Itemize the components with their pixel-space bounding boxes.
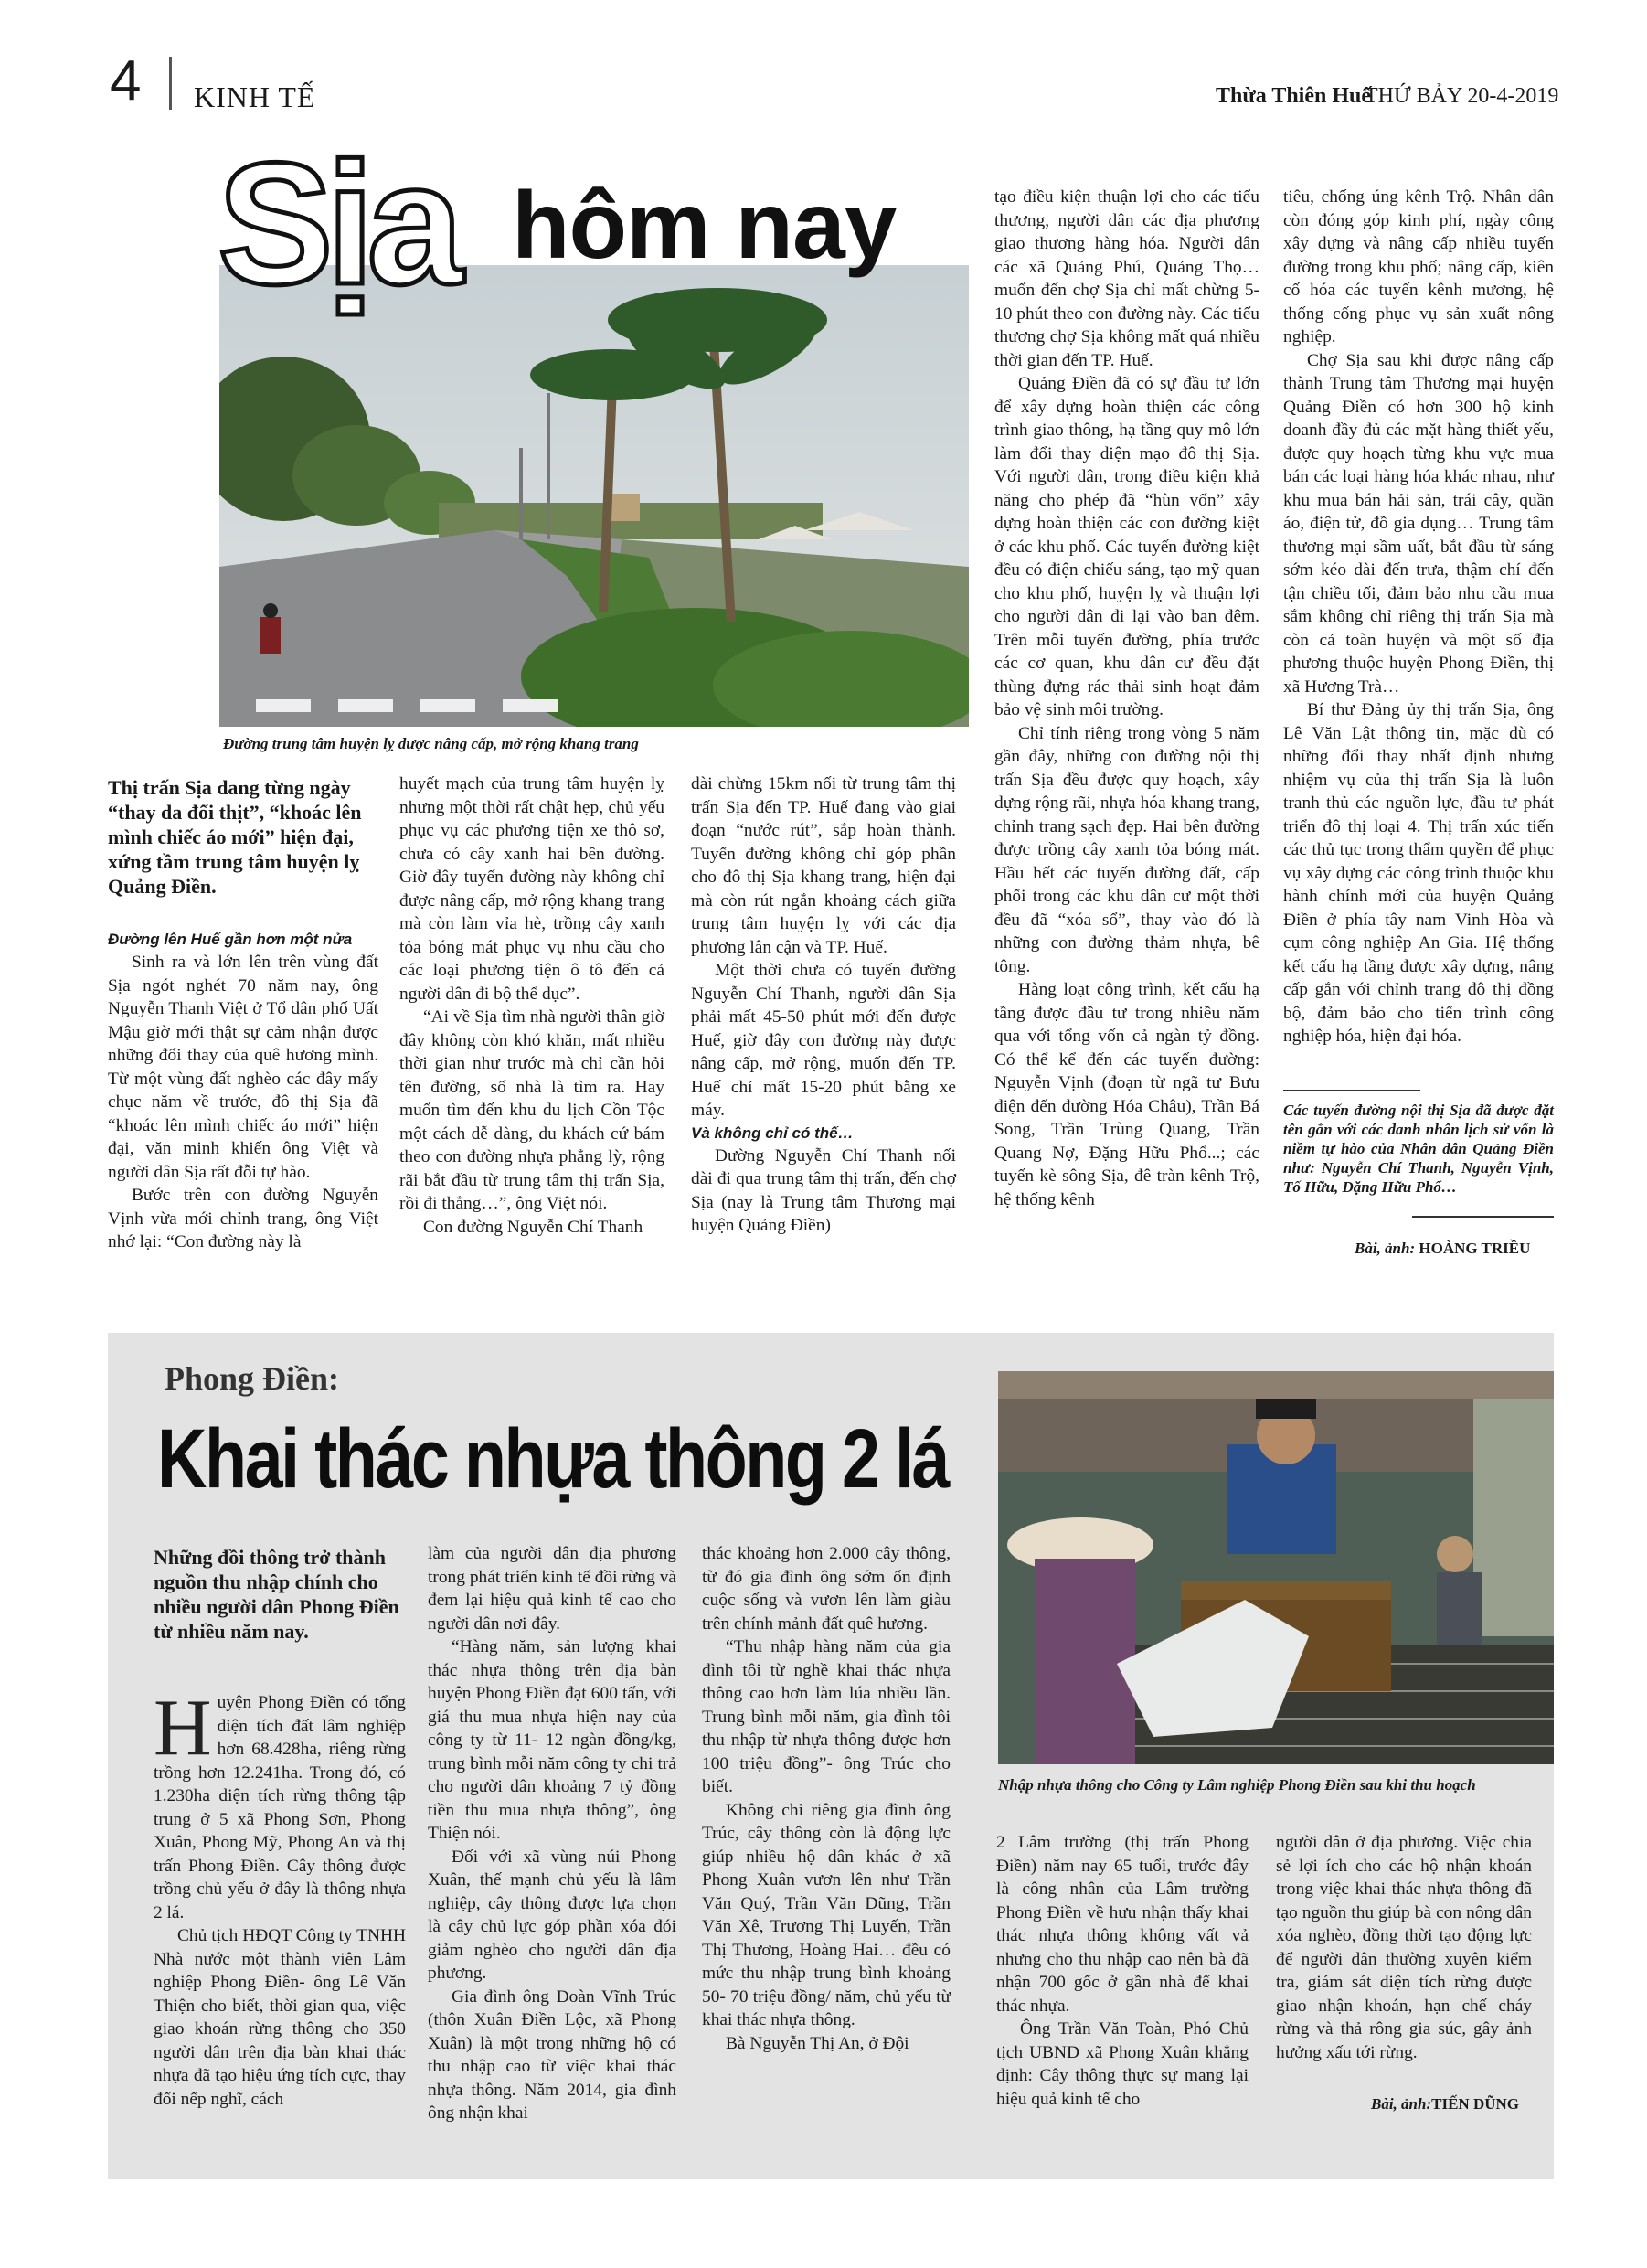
article2-col3 (702, 1542, 951, 2055)
paragraph: Đối với xã vùng núi Phong Xuân, thế mạnh chủ yếu là lâm nghiệp, cây thông được lựa chọn là cây chủ lực góp phần xóa đói giảm nghèo cho người dân địa phương. (428, 1847, 676, 1983)
paragraph: tiêu, chống úng kênh Trộ. Nhân dân còn đóng góp kinh phí, ngày công xây dựng và nâng cấp nhiều tuyến đường trong khu phố; nâng cấp, kiên cố hóa các tuyến kênh mương, hệ thống cống phục vụ sản xuất nông nghiệp. (1283, 187, 1554, 346)
note-rule-top (1283, 1090, 1420, 1091)
paragraph: thác khoảng hơn 2.000 cây thông, từ đó gia đình ông sớm ổn định cuộc sống và vươn lên làm giàu trên chính mảnh đất quê hương. (702, 1544, 951, 1634)
photo1-caption: Đường trung tâm huyện lỵ được nâng cấp, mở rộng khang trang (223, 735, 639, 752)
paragraph: “Thu nhập hàng năm của gia đình tôi từ nghề khai thác nhựa thông cao hơn làm lúa nhiều lần. Trung bình mỗi năm, gia đình tôi thu nhập từ nhựa thông được hơn 100 triệu đồng”- ông Trúc cho biết. (702, 1637, 951, 1796)
paragraph: Không chỉ riêng gia đình ông Trúc, cây thông còn là động lực giúp nhiều hộ dân khác ở xã Phong Xuân vươn lên như Trần Văn Quý, Trần Văn Dũng, Trần Văn Xê, Trương Thị Luyến, Trần Thị Thương, Hoàng Hai… đều có mức thu nhập trung bình khoảng 50- 70 triệu đồng/ năm, chủ yếu từ khai thác nhựa thông. (702, 1800, 951, 2029)
paragraph: làm của người dân địa phương trong phát triển kinh tế đồi rừng và đem lại hiệu quả kinh tế cao cho người dân nơi đây. (428, 1544, 676, 1634)
masthead: Thừa Thiên Huế (1216, 84, 1372, 108)
issue-date: THỨ BẢY 20-4-2019 (1365, 84, 1559, 108)
article1-col3 (691, 772, 956, 1238)
byline-prefix: Bài, ảnh: (1371, 2095, 1432, 2113)
article1-title-rest: hôm nay (512, 173, 897, 279)
article2-col2 (428, 1542, 676, 2125)
article1-col2 (399, 772, 664, 1239)
resin-photo (998, 1371, 1554, 1764)
paragraph: người dân ở địa phương. Việc chia sẻ lợi ích cho các hộ nhận khoán trong việc khai thác nhựa thông đã tạo nguồn thu giúp bà con nông dân xóa nghèo, đồng thời tạo động lực để người dân thường xuyên kiểm tra, giám sát diện tích rừng được giao nhận khoán, hạn chế cháy rừng và thả rông gia súc, gây ảnh hưởng xấu tới rừng. (1276, 1833, 1532, 2062)
paragraph: 2 Lâm trường (thị trấn Phong Điền) năm nay 65 tuổi, trước đây là công nhân của Lâm trường Phong Điền về hưu nhận thấy khai thác nhựa thông không vất vả nhưng cho thu nhập cao nên bà đã nhận 700 gốc ở gần nhà để khai thác nhựa. (996, 1833, 1249, 2016)
paragraph: tạo điều kiện thuận lợi cho các tiểu thương, người dân các địa phương giao thương hàng hóa. Người dân các xã Quảng Phú, Quảng Thọ… muốn đến chợ Sịa chỉ mất chừng 5-10 phút theo con đường này. Các tiểu thương chợ Sịa không mất quá nhiều thời gian đến TP. Huế. (994, 187, 1259, 370)
article2-col4 (996, 1831, 1249, 2111)
article1-col4 (994, 186, 1259, 1211)
article1-col1 (108, 929, 378, 1254)
paragraph: “Hàng năm, sản lượng khai thác nhựa thông trên địa bàn huyện Phong Điền đạt 600 tấn, với giá thu mua nhựa hiện nay của công ty từ 11- 12 ngàn đồng/kg, trung bình mỗi năm công ty chi trả cho người dân khoảng 7 tỷ đồng tiền thu mua nhựa thông”, ông Thiện nói. (428, 1637, 676, 1843)
paragraph: Quảng Điền đã có sự đầu tư lớn để xây dựng hoàn thiện các công trình giao thông, hạ tầng quy mô lớn làm đổi thay diện mạo đô thị Sịa. Với người dân, trong điều kiện khả năng cho phép đã “hùn vốn” xây dựng hoàn thiện các con đường kiệt ở các khu phố. Các tuyến đường kiệt đều có điện chiếu sáng, tạo mỹ quan cho khu phố, huyện lỵ và thuận lợi cho người dân đi lại vào ban đêm. Trên mỗi tuyến đường, phía trước các cơ quan, khu dân cư đều đặt thùng đựng rác thải sinh hoạt đảm bảo vệ sinh môi trường. (994, 374, 1259, 719)
paragraph: Con đường Nguyễn Chí Thanh (423, 1217, 643, 1237)
note-rule-bottom (1412, 1216, 1554, 1218)
page-number: 4 (110, 49, 142, 112)
paragraph: Sinh ra và lớn lên trên vùng đất Sịa ngót nghét 70 năm nay, ông Nguyễn Thanh Việt ở Tổ dân phố Uất Mậu giờ mới thật sự cảm nhận được những đổi thay của quê hương mình. Từ một vùng đất nghèo các đây mấy chục năm về trước, đô thị Sịa đã “khoác lên mình chiếc áo mới” hiện đại, văn minh khiến ông Việt và người dân Sịa rất đỗi tự hào. (108, 953, 378, 1182)
byline-prefix: Bài, ảnh: (1355, 1240, 1416, 1257)
header-divider (169, 57, 172, 110)
paragraph: Bước trên con đường Nguyễn Vịnh vừa mới chỉnh trang, ông Việt nhớ lại: “Con đường này là (108, 1186, 378, 1251)
paragraph: Một thời chưa có tuyến đường Nguyễn Chí Thanh, người dân Sịa phải mất 45-50 phút mới đến được Huế, giờ đây con đường này được nâng cấp, mở rộng, muốn đến TP. Huế chỉ mất 15-20 phút bằng xe máy. (691, 961, 956, 1120)
paragraph: Gia đình ông Đoàn Vĩnh Trúc (thôn Xuân Điền Lộc, xã Phong Xuân) là một trong những hộ có thu nhập cao từ việc khai thác nhựa thông. Năm 2014, gia đình ông nhận khai (428, 1986, 676, 2123)
subhead-2: Và không chỉ có thế… (691, 1123, 854, 1142)
paragraph: Bà Nguyễn Thị An, ở Đội (726, 2033, 909, 2053)
drop-cap: H (154, 1684, 212, 1773)
section-name: KINH TẾ (194, 80, 316, 113)
article2-col1 (154, 1684, 406, 2111)
subhead-1: Đường lên Huế gần hơn một nửa (108, 931, 353, 948)
byline-name: TIẾN DŨNG (1431, 2095, 1520, 2113)
article1-title-big: Sịa (218, 127, 457, 321)
paragraph: Bí thư Đảng ủy thị trấn Sịa, ông Lê Văn Lật thông tin, mặc dù có những đổi thay nhất định nhưng nhiệm vụ của thị trấn Sịa là luôn tranh thủ các nguồn lực, đầu tư phát triển đô thị loại 4. Thị trấn xúc tiến các thủ tục trong thẩm quyền để phục vụ xây dựng các công trình thuộc khu hành chính mới của huyện Quảng Điền ở phía tây nam Vinh Hòa và cụm công nghiệp An Gia. Hệ thống kết cấu hạ tầng được xây dựng, nâng cấp gắn với chỉnh trang đô thị đồng bộ, đảm bảo cho tiến trình công nghiệp hóa, hiện đại hóa. (1283, 700, 1554, 1046)
paragraph: Chủ tịch HĐQT Công ty TNHH Nhà nước một thành viên Lâm nghiệp Phong Điền- ông Lê Văn Thiện cho biết, thời gian qua, việc giao khoán rừng thông cho 350 người dân trên địa bàn khai thác nhựa đã tạo hiệu ứng tích cực, thay đổi nếp nghĩ, cách (154, 1926, 406, 2109)
paragraph: Chỉ tính riêng trong vòng 5 năm gần đây, những con đường nội thị trấn Sịa đều được quy hoạch, xây dựng rộng rãi, nhựa hóa khang trang, chỉnh trang sạch đẹp. Hai bên đường được trồng cây xanh tỏa bóng mát. Hầu hết các tuyến đường đất, cấp phối trong các khu dân cư một thời đều đã “xóa sổ”, thay vào đó là những con đường thảm nhựa, bê tông. (994, 723, 1259, 976)
paragraph: “Ai về Sịa tìm nhà người thân giờ đây không còn khó khăn, mất nhiều thời gian như trước mà chỉ cần hỏi tên đường, số nhà là tìm ra. Hay muốn tìm đến khu du lịch Cồn Tộc một cách dễ dàng, du khách cứ bám theo con đường nhựa phẳng lỳ, rộng rãi bắt đầu từ trung tâm thị trấn Sịa, rồi đi thẳng…”, ông Việt nói. (399, 1007, 664, 1213)
article2-byline (1371, 2095, 1519, 2114)
article2-title: Khai thác nhựa thông 2 lá (157, 1412, 948, 1506)
article2-col5 (1276, 1831, 1532, 2064)
article1-sapo: Thị trấn Sịa đang từng ngày “thay da đổi thịt”, “khoác lên mình chiếc áo mới” hiện đại, xứng tầm trung tâm huyện lỵ Quảng Điền. (108, 776, 362, 898)
photo2-caption: Nhập nhựa thông cho Công ty Lâm nghiệp Phong Điền sau khi thu hoạch (998, 1776, 1476, 1794)
paragraph: Hàng loạt công trình, kết cấu hạ tầng được đầu tư trong nhiều năm qua với tổng vốn cả ngàn tỷ đồng. Có thể kể đến các tuyến đường: Nguyễn Vịnh (đoạn từ ngã tư Bưu điện đến đường Hóa Châu), Trần Bá Song, Trần Trùng Quang, Trần Quang Nợ, Đặng Hữu Phổ...; các tuyến kè sông Sịa, đê tràn kênh Trộ, hệ thống kênh (994, 980, 1259, 1209)
paragraph: dài chừng 15km nối từ trung tâm thị trấn Sịa đến TP. Huế đang vào giai đoạn “nước rút”, sắp hoàn thành. Tuyến đường không chỉ góp phần cho đô thị Sịa khang trang, hiện đại mà còn rút ngắn khoảng cách giữa trung tâm huyện lỵ với các địa phương lân cận và TP. Huế. (691, 774, 956, 957)
article2-sapo: Những đồi thông trở thành nguồn thu nhập chính cho nhiều người dân Phong Điền từ nhiều năm nay. (154, 1546, 399, 1643)
paragraph: huyết mạch của trung tâm huyện lỵ nhưng một thời rất chật hẹp, chủ yếu phục vụ các phương tiện xe thô sơ, chưa có cây xanh hai bên đường. Giờ đây tuyến đường này không chỉ được nâng cấp, mở rộng khang trang mà còn làm vỉa hè, trồng cây xanh tỏa bóng mát phục vụ nhu cầu cho các loại phương tiện ô tô đến cả người dân đi bộ thể dục”. (399, 774, 664, 1004)
byline-name: HOÀNG TRIỀU (1419, 1240, 1531, 1257)
article1-byline (1355, 1240, 1530, 1258)
paragraph: uyện Phong Điền có tổng diện tích đất lâm nghiệp hơn 68.428ha, riêng rừng trồng hơn 12.241ha. Trong đó, có 1.230ha diện tích rừng thông tập trung ở 5 xã Phong Sơn, Phong Xuân, Phong Mỹ, Phong An và thị trấn Phong Điền. Cây thông được trồng chủ yếu ở đây là thông nhựa 2 lá. (154, 1693, 406, 1922)
paragraph: Ông Trần Văn Toàn, Phó Chủ tịch UBND xã Phong Xuân khẳng định: Cây thông thực sự mang lại hiệu quả kinh tế cho (996, 2019, 1249, 2109)
article2-kicker: Phong Điền: (165, 1360, 340, 1397)
street-photo (219, 265, 969, 727)
article1-col5 (1283, 186, 1554, 1049)
article1-note: Các tuyến đường nội thị Sịa đã được đặt tên gắn với các danh nhân lịch sử vốn là niềm tự hào của Nhân dân Quảng Điền như: Nguyễn Chí Thanh, Nguyễn Vịnh, Tố Hữu, Đặng Hữu Phổ… (1283, 1102, 1554, 1196)
paragraph: Chợ Sịa sau khi được nâng cấp thành Trung tâm Thương mại huyện Quảng Điền có hơn 300 hộ kinh doanh đầy đủ các mặt hàng thiết yếu, được quy hoạch từng khu vực mua bán các loại hàng hóa khác nhau, như khu mua bán hải sản, trái cây, quần áo, điện tử, đồ gia dụng… Trung tâm thương mại sầm uất, bắt đầu từ sáng sớm kéo dài đến trưa, thậm chí đến tận chiều tối, đảm bảo nhu cầu mua sắm không chỉ riêng thị trấn Sịa mà còn cả toàn huyện và một số địa phương thuộc huyện Phong Điền, thị xã Hương Trà… (1283, 350, 1554, 697)
paragraph: Đường Nguyễn Chí Thanh nối dài đi qua trung tâm thị trấn, đến chợ Sịa (nay là Trung tâm Thương mại huyện Quảng Điền) (691, 1145, 956, 1235)
